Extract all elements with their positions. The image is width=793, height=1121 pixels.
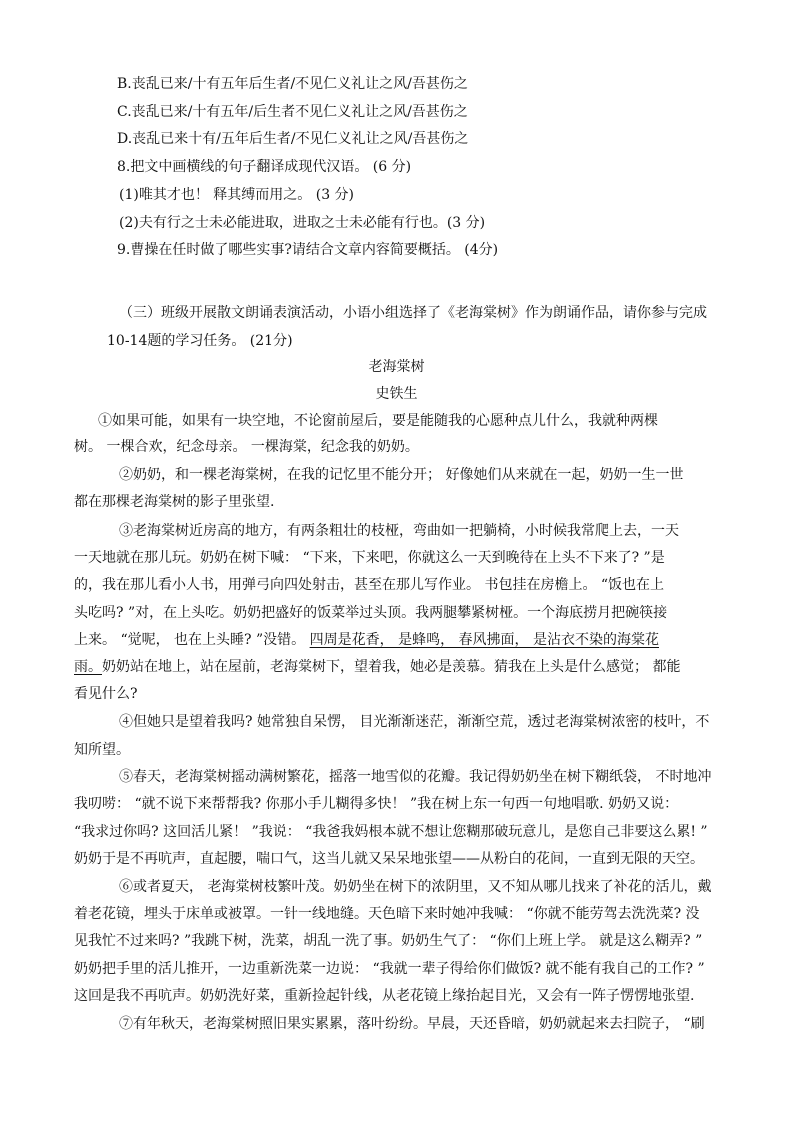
paragraph-2: ②奶奶，和一棵老海棠树，在我的记忆里不能分开； 好像她们从来就在一起，奶奶一生一世 (119, 467, 684, 483)
section-3-intro-cont: 10-14题的学习任务。 (21分) (107, 333, 293, 349)
underlined-sentence: 四周是花香， 是蜂鸣， 春风拂面， 是沾衣不染的海棠花 (309, 632, 659, 648)
option-b: B.丧乱已来/十有五年后生者/不见仁义礼让之风/吾甚伤之 (117, 76, 468, 92)
paragraph-6-line-2: 着老花镜，埋头于床单或被罩。一针一线地缝。天色暗下来时她冲我喊： “你就不能劳驾去洗洗菜? 没 (74, 906, 700, 922)
paragraph-6-line-4: 奶奶把手里的活儿推开，一边重新洗菜一边说： “我就一辈子得给你们做饭? 就不能有我自己的工作? ” (74, 961, 705, 977)
paragraph-7: ⑦有年秋天，老海棠树照旧果实累累，落叶纷纷。早晨，天还昏暗，奶奶就起来去扫院子， “刷 (119, 1016, 705, 1032)
paragraph-3-line-5 (74, 630, 659, 650)
essay-author: 史铁生 (375, 386, 418, 402)
paragraph-3-line-6 (74, 657, 680, 677)
underlined-sentence-end: 雨。 (74, 659, 102, 675)
paragraph-1-cont: 树。 一棵合欢，纪念母亲。 一棵海棠，纪念我的奶奶。 (74, 439, 419, 455)
paragraph-5-line-4: 奶奶于是不再吭声，直起腰，喘口气，这当儿就又呆呆地张望——从粉白的花间，一直到无限的天空。 (74, 851, 704, 867)
paragraph-1: ①如果可能，如果有一块空地，不论窗前屋后，要是能随我的心愿种点儿什么，我就种两棵 (98, 413, 658, 429)
question-9-stem: 9.曹操在任时做了哪些实事?请结合文章内容简要概括。 (4分) (117, 242, 499, 258)
option-c: C.丧乱已来/十有五年/后生者不见仁义礼让之风/吾甚伤之 (117, 104, 468, 120)
question-8-sentence-2: (2)夫有行之士未必能进取，进取之士未必能有行也。(3 分) (119, 215, 486, 231)
paragraph-3: ③老海棠树近房高的地方，有两条粗壮的枝桠，弯曲如一把躺椅，小时候我常爬上去，一天 (119, 523, 679, 539)
paragraph-6: ⑥或者夏天， 老海棠树枝繁叶茂。奶奶坐在树下的浓阴里，又不知从哪儿找来了补花的活儿，戴 (119, 879, 712, 895)
paragraph-5: ⑤春天，老海棠树摇动满树繁花，摇落一地雪似的花瓣。我记得奶奶坐在树下糊纸袋， 不时地冲 (119, 769, 712, 785)
paragraph-3-line-7: 看见什么? (74, 686, 138, 702)
question-8-stem: 8.把文中画横线的句子翻译成现代汉语。 (6 分) (117, 159, 412, 175)
question-8-sentence-1: (1)唯其才也！ 释其缚而用之。 (3 分) (119, 187, 355, 203)
option-d: D.丧乱已来十有/五年后生者/不见仁义礼让之风/吾甚伤之 (117, 131, 469, 147)
paragraph-2-cont: 都在那棵老海棠树的影子里张望. (74, 494, 275, 510)
paragraph-6-line-3: 见我忙不过来吗? ”我跳下树，洗菜，胡乱一洗了事。奶奶生气了： “你们上班上学。 就是这么糊弄? ” (74, 933, 703, 949)
paragraph-3-text-cont: 奶奶站在地上，站在屋前，老海棠树下，望着我，她必是羡慕。猜我在上头是什么感觉； 都能 (102, 659, 681, 675)
paragraph-3-line-2: 一天地就在那儿玩。奶奶在树下喊： “下来，下来吧，你就这么一天到晚待在上头不下来了? ”是 (74, 550, 665, 566)
paragraph-6-line-5: 这回是我不再吭声。奶奶洗好菜，重新捡起针线，从老花镜上缘抬起目光，又会有一阵子愣愣地张望. (74, 988, 695, 1004)
paragraph-5-line-2: 我叨唠： “就不说下来帮帮我? 你那小手儿糊得多快！ ”我在树上东一句西一句地唱歌. 奶奶又说： (74, 796, 679, 812)
section-3-intro: （三）班级开展散文朗诵表演活动，小语小组选择了《老海棠树》作为朗诵作品，请你参与完成 (119, 305, 707, 321)
paragraph-4-cont: 知所望。 (74, 742, 130, 758)
paragraph-4: ④但她只是望着我吗? 她常独自呆愣， 目光渐渐迷茫，渐渐空荒，透过老海棠树浓密的枝叶，不 (119, 714, 710, 730)
paragraph-3-line-3: 的，我在那儿看小人书，用弹弓向四处射击，甚至在那儿写作业。 书包挂在房檐上。 “饭也在上 (74, 577, 665, 593)
paragraph-5-line-3: “我求过你吗? 这回活儿紧！ ”我说： “我爸我妈根本就不想让您糊那破玩意儿，是您自己非要这么累! ” (74, 824, 708, 840)
paragraph-3-line-4: 头吃吗? ”对，在上头吃。奶奶把盛好的饭菜举过头顶。我两腿攀紧树桠。一个海底捞月把碗筷接 (74, 605, 668, 621)
paragraph-3-text: 上来。 “觉呢， 也在上头睡? ”没错。 (74, 632, 310, 648)
essay-title: 老海棠树 (368, 359, 425, 375)
